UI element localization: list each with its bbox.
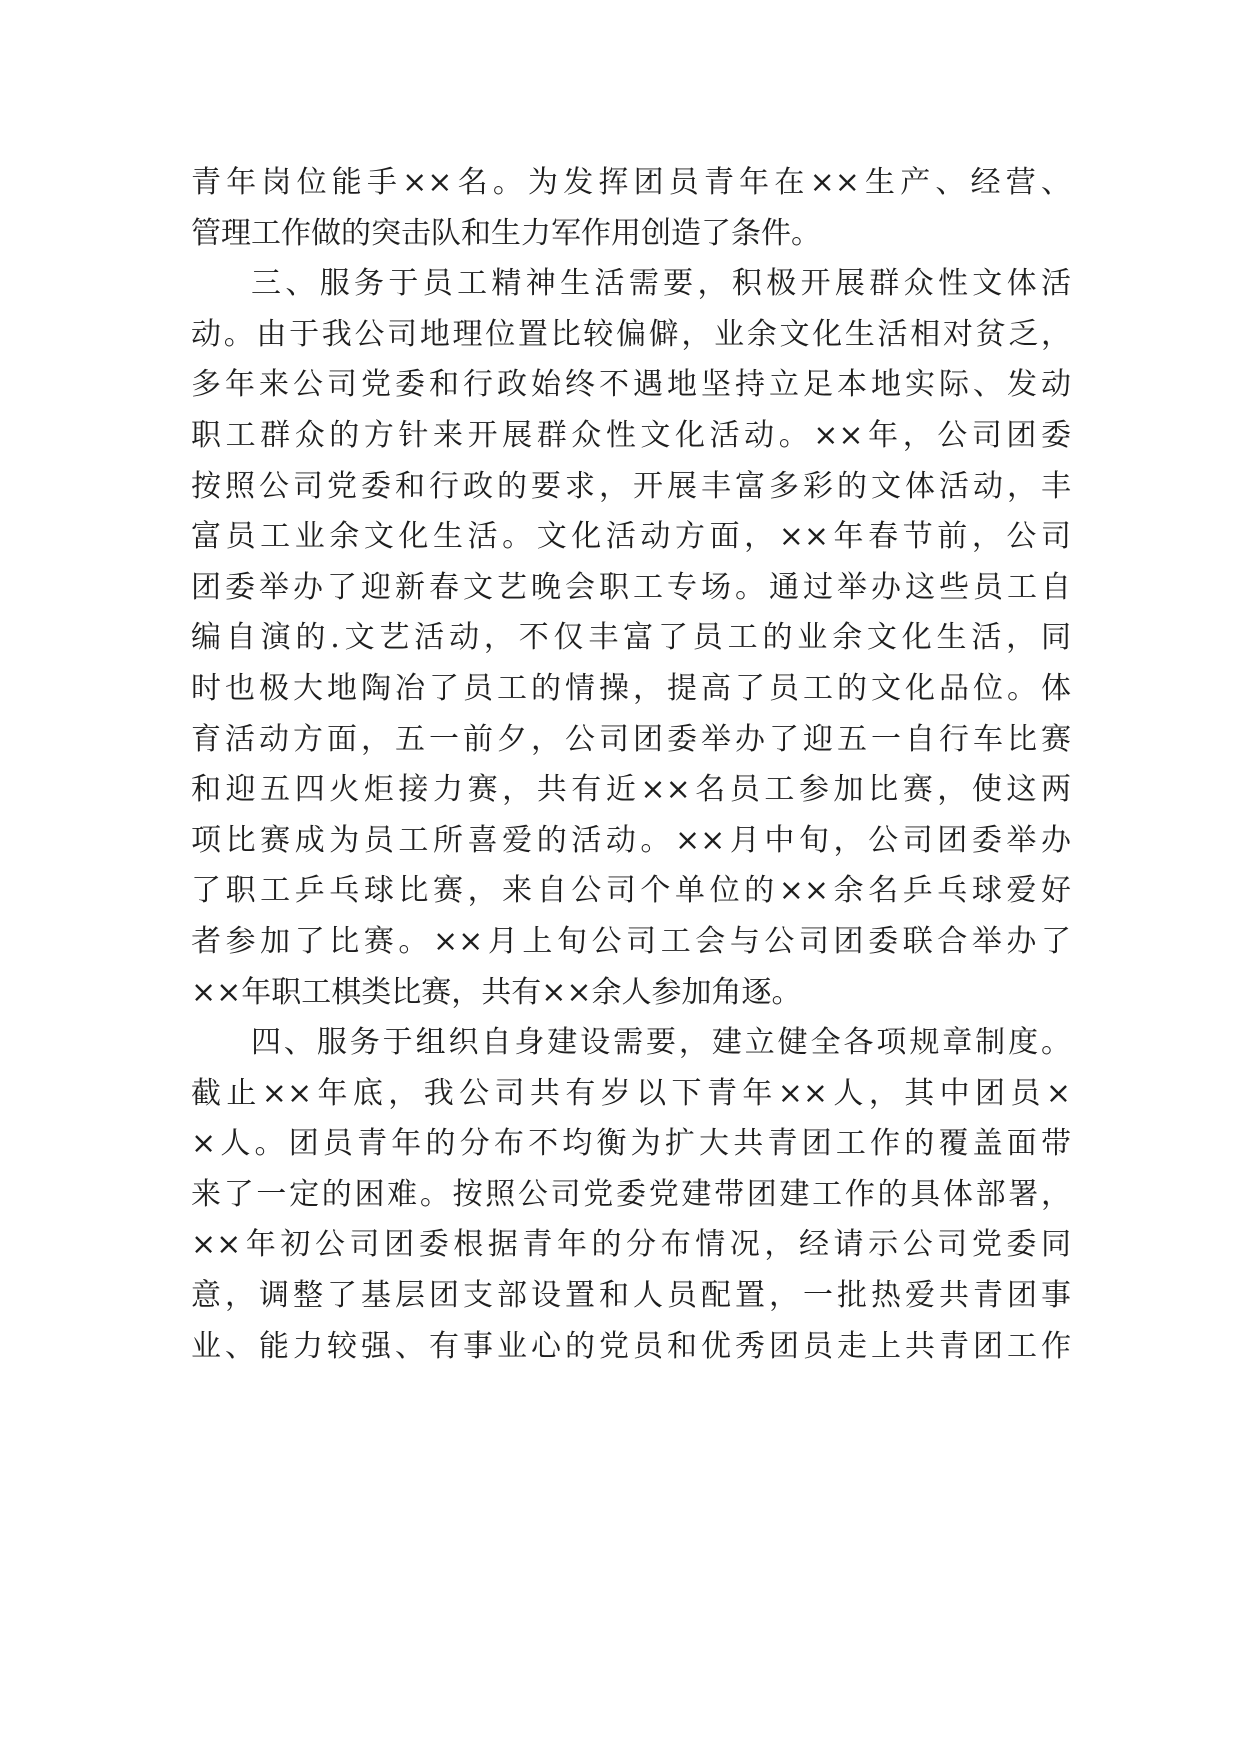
text-line: 按照公司党委和行政的要求，开展丰富多彩的文体活动，丰 [191, 468, 1071, 504]
text-line: 者参加了比赛。××月上旬公司工会与公司团委联合举办了 [191, 923, 1071, 959]
text-line: 编自演的.文艺活动，不仅丰富了员工的业余文化生活，同 [191, 620, 1071, 656]
document-body [191, 158, 1071, 1372]
text-line: 富员工业余文化生活。文化活动方面，××年春节前，公司 [191, 519, 1071, 555]
text-line: 多年来公司党委和行政始终不遇地坚持立足本地实际、发动 [191, 367, 1071, 403]
text-line: 动。由于我公司地理位置比较偏僻，业余文化生活相对贫乏， [191, 316, 1071, 352]
text-line: 管理工作做的突击队和生力军作用创造了条件。 [191, 215, 821, 251]
text-line: 来了一定的困难。按照公司党委党建带团建工作的具体部署， [191, 1176, 1071, 1212]
text-line: ×人。团员青年的分布不均衡为扩大共青团工作的覆盖面带 [191, 1126, 1071, 1162]
paragraph-first-line: 四、服务于组织自身建设需要，建立健全各项规章制度。 [251, 1025, 1071, 1061]
paragraph-first-line: 三、服务于员工精神生活需要，积极开展群众性文体活 [251, 266, 1071, 302]
text-line: 意，调整了基层团支部设置和人员配置，一批热爱共青团事 [191, 1278, 1071, 1314]
text-line: 了职工乒乓球比赛，来自公司个单位的××余名乒乓球爱好 [191, 873, 1071, 909]
text-line: 青年岗位能手××名。为发挥团员青年在××生产、经营、 [191, 165, 1071, 200]
text-line: 团委举办了迎新春文艺晚会职工专场。通过举办这些员工自 [191, 569, 1071, 605]
text-line: ××年初公司团委根据青年的分布情况，经请示公司党委同 [191, 1227, 1071, 1263]
text-line: 时也极大地陶冶了员工的情操，提高了员工的文化品位。体 [191, 670, 1071, 706]
text-line: ××年职工棋类比赛，共有××余人参加角逐。 [191, 974, 802, 1010]
text-line: 业、能力较强、有事业心的党员和优秀团员走上共青团工作 [191, 1328, 1071, 1364]
text-line: 职工群众的方针来开展群众性文化活动。××年，公司团委 [191, 417, 1071, 453]
text-line: 项比赛成为员工所喜爱的活动。××月中旬，公司团委举办 [191, 822, 1071, 858]
text-line: 截止××年底，我公司共有岁以下青年××人，其中团员× [191, 1075, 1071, 1111]
text-line: 和迎五四火炬接力赛，共有近××名员工参加比赛，使这两 [191, 772, 1071, 808]
text-line: 育活动方面，五一前夕，公司团委举办了迎五一自行车比赛 [191, 721, 1071, 757]
